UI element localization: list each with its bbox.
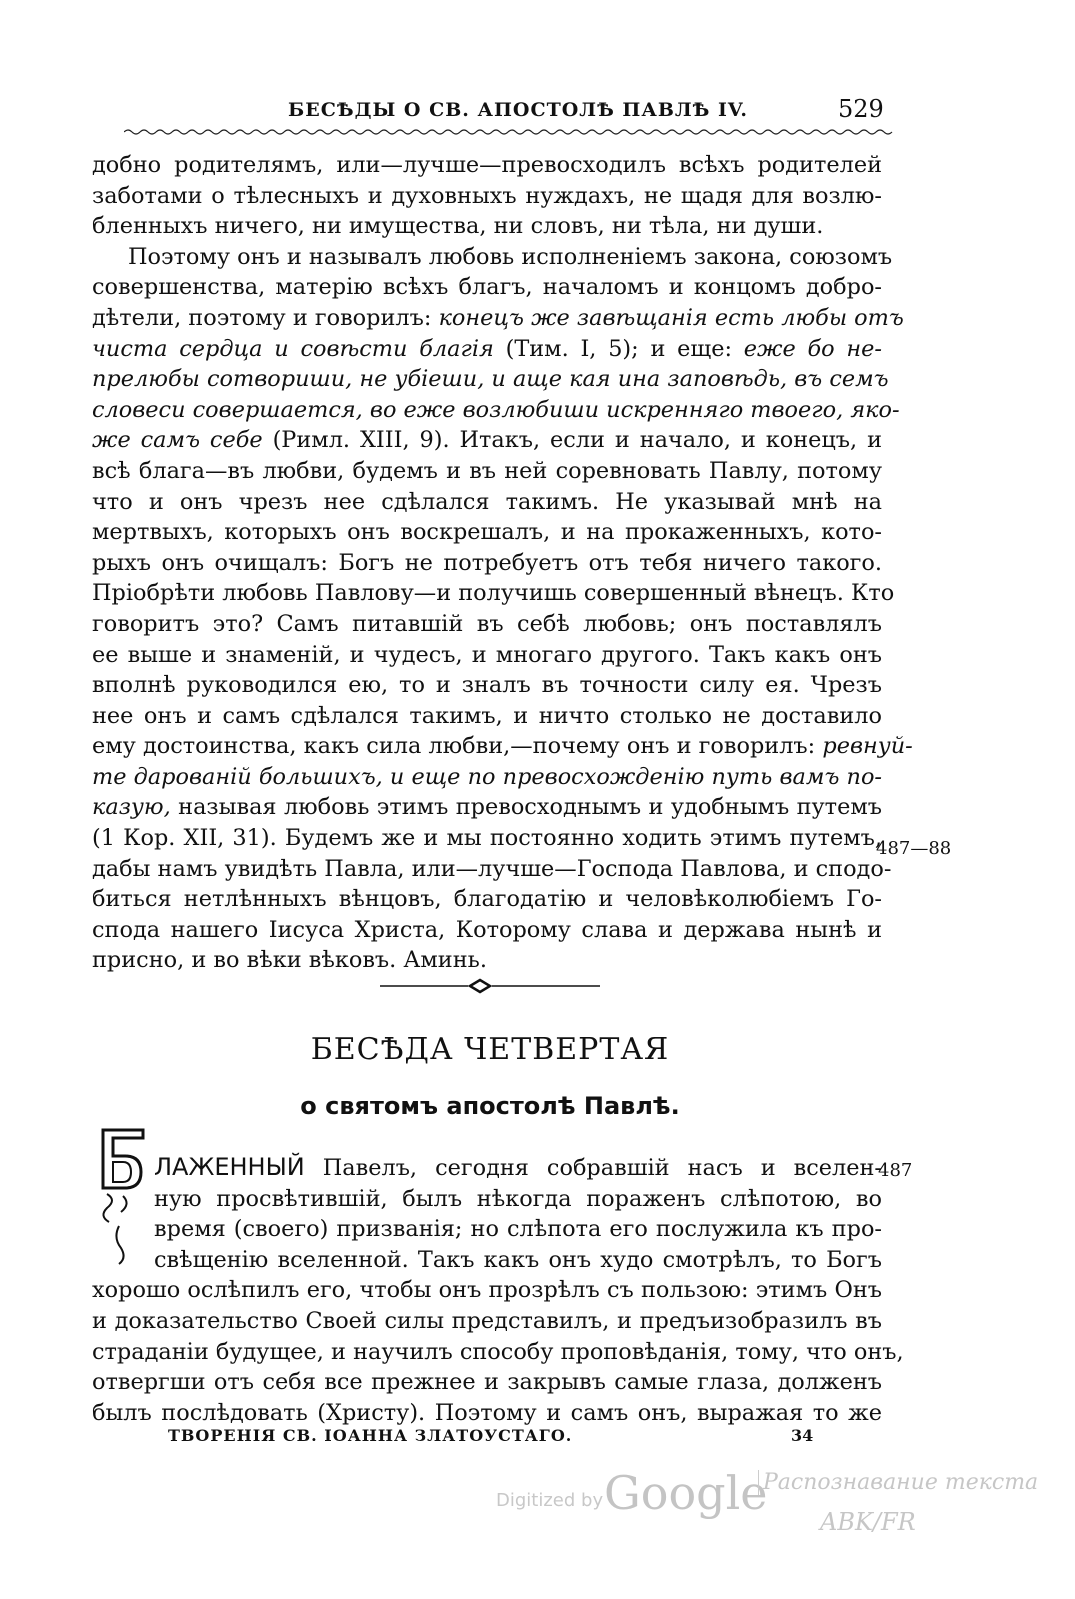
text-line: что и онъ чрезъ нее сдѣлался такимъ. Не указывай мнѣ на (92, 488, 882, 515)
text-line: спода нашего Іисуса Христа, Которому слава и держава нынѣ и (92, 916, 882, 943)
text-run: (Тим. I, 5); и еще: (505, 335, 733, 362)
text-line: Поэтому онъ и называлъ любовь исполненіемъ закона, союзомъ (128, 243, 893, 270)
scripture-quote: казую, (92, 794, 171, 821)
text-line: дабы намъ увидѣть Павла, или—лучше—Господа Павлова, и сподо- (92, 855, 892, 882)
scripture-quote: конецъ же завѣщанія есть любы отъ (438, 304, 904, 331)
text-line: и доказательство Своей силы представилъ, и предъизобразилъ въ (92, 1307, 882, 1334)
scripture-quote: ревнуй- (822, 733, 913, 760)
text-line: свѣщенію вселенной. Такъ какъ онъ худо смотрѣлъ, то Богъ (154, 1246, 882, 1273)
text-run: (Римл. XIII, 9). Итакъ, если и начало, и конецъ, и (272, 427, 882, 454)
body-text-top (92, 150, 913, 976)
text-line (92, 425, 882, 456)
margin-note: 487—88 (876, 838, 952, 859)
text-line: присно, и во вѣки вѣковъ. Аминь. (92, 947, 487, 974)
text-line: заботами о тѣлесныхъ и духовныхъ нуждахъ, не щадя для возлю- (92, 182, 882, 209)
text-line: биться нетлѣнныхъ вѣнцовъ, благодатію и человѣколюбіемъ Го- (92, 886, 882, 913)
margin-note: 487 (878, 1160, 913, 1181)
text-line: былъ послѣдовать (Христу). Поэтому и самъ онъ, выражая то же (92, 1399, 882, 1426)
text-line: нее онъ и самъ сдѣлался такимъ, и ничто столько не доставило (92, 702, 882, 729)
text-line: бленныхъ ничего, ни имущества, ни словъ, ни тѣла, ни души. (92, 213, 824, 240)
text-line: ее выше и знаменій, и чудесъ, и многаго другого. Такъ какъ онъ (92, 641, 882, 668)
text-line (92, 762, 882, 793)
text-line: (1 Кор. XII, 31). Будемъ же и мы постоянно ходить этимъ путемъ, (92, 825, 882, 852)
text-line: всѣ блага—въ любви, будемъ и въ ней соревновать Павлу, потому (92, 457, 882, 484)
digitized-by-label: Digitized by (496, 1490, 604, 1511)
text-run: ему достоинства, какъ сила любви,—почему онъ и говорилъ: (92, 733, 816, 760)
text-line: ную просвѣтившій, былъ нѣкогда пораженъ слѣпотою, во (154, 1185, 882, 1212)
text-line: вполнѣ руководился ею, то и зналъ въ точности силу ея. Чрезъ (92, 672, 882, 699)
text-line (92, 792, 882, 823)
text-line: говоритъ это? Самъ питавшій въ себѣ любовь; онъ поставлялъ (92, 610, 882, 637)
abk-watermark: ABK/FR (820, 1508, 916, 1536)
scripture-quote: еже бо не- (743, 335, 882, 362)
section-ornament (380, 976, 600, 996)
text-line: отвергши отъ себя все прежнее и закрывъ самые глаза, долженъ (92, 1369, 882, 1396)
recognition-watermark: Распознавание текста (758, 1470, 1038, 1495)
text-line: мертвыхъ, которыхъ онъ воскрешалъ, и на прокаженныхъ, кото- (92, 519, 882, 546)
wavy-rule-divider (124, 127, 894, 137)
text-run: дѣтели, поэтому и говорилъ: (92, 304, 432, 331)
scripture-quote: словеси совершается, во еже возлюбиши искренняго твоего, яко- (92, 396, 900, 423)
text-line (92, 395, 900, 426)
section-title: БЕСѢДА ЧЕТВЕРТАЯ (310, 1032, 670, 1067)
text-line: время (своего) призванія; но слѣпота его послужила къ про- (154, 1216, 882, 1243)
page-number: 529 (838, 95, 884, 123)
text-line: Пріобрѣти любовь Павлову—и получишь совершенный вѣнецъ. Кто (92, 580, 895, 607)
text-line: совершенства, матерію всѣхъ благъ, началомъ и концомъ добро- (92, 274, 882, 301)
text-line: добно родителямъ, или—лучше—превосходилъ всѣхъ родителей (92, 152, 882, 178)
google-watermark: Google (604, 1466, 768, 1520)
text-line: страданіи будущее, и научилъ способу проповѣданія, тому, что онъ, (92, 1338, 904, 1365)
section-subtitle: о святомъ апостолѣ Павлѣ. (300, 1092, 680, 1120)
first-word: ЛАЖЕННЫЙ (154, 1153, 305, 1181)
scripture-quote: же самъ себе (92, 427, 263, 454)
text-run: называя любовь этимъ превосходнымъ и удобнымъ путемъ (178, 794, 882, 821)
text-line (92, 731, 913, 762)
footer-signature: ТВОРЕНІЯ СВ. ІОАННА ЗЛАТОУСТАГО. (168, 1426, 573, 1445)
text-line (92, 364, 889, 395)
text-line (92, 1152, 882, 1184)
running-head: БЕСѢДЫ О СВ. АПОСТОЛѢ ПАВЛѢ IV. (288, 99, 748, 121)
footer-sheet-number: 34 (791, 1426, 814, 1445)
text-line: рыхъ онъ очищалъ: Богъ не потребуетъ отъ тебя ничего такого. (92, 549, 882, 576)
scripture-quote: прелюбы сотвориши, не убіеши, и аще кая ина заповѣдь, въ семъ (92, 366, 889, 393)
text-line (92, 303, 904, 334)
text-run: Павелъ, сегодня собравшій насъ и вселен- (322, 1155, 882, 1181)
scripture-quote: чиста сердца и совѣсти благія (92, 335, 494, 362)
scripture-quote: те дарованій большихъ, и еще по превосхожденію путь вамъ по- (92, 763, 882, 790)
text-line (92, 334, 882, 365)
text-line: хорошо ослѣпилъ его, чтобы онъ прозрѣлъ съ пользою: этимъ Онъ (92, 1277, 882, 1304)
